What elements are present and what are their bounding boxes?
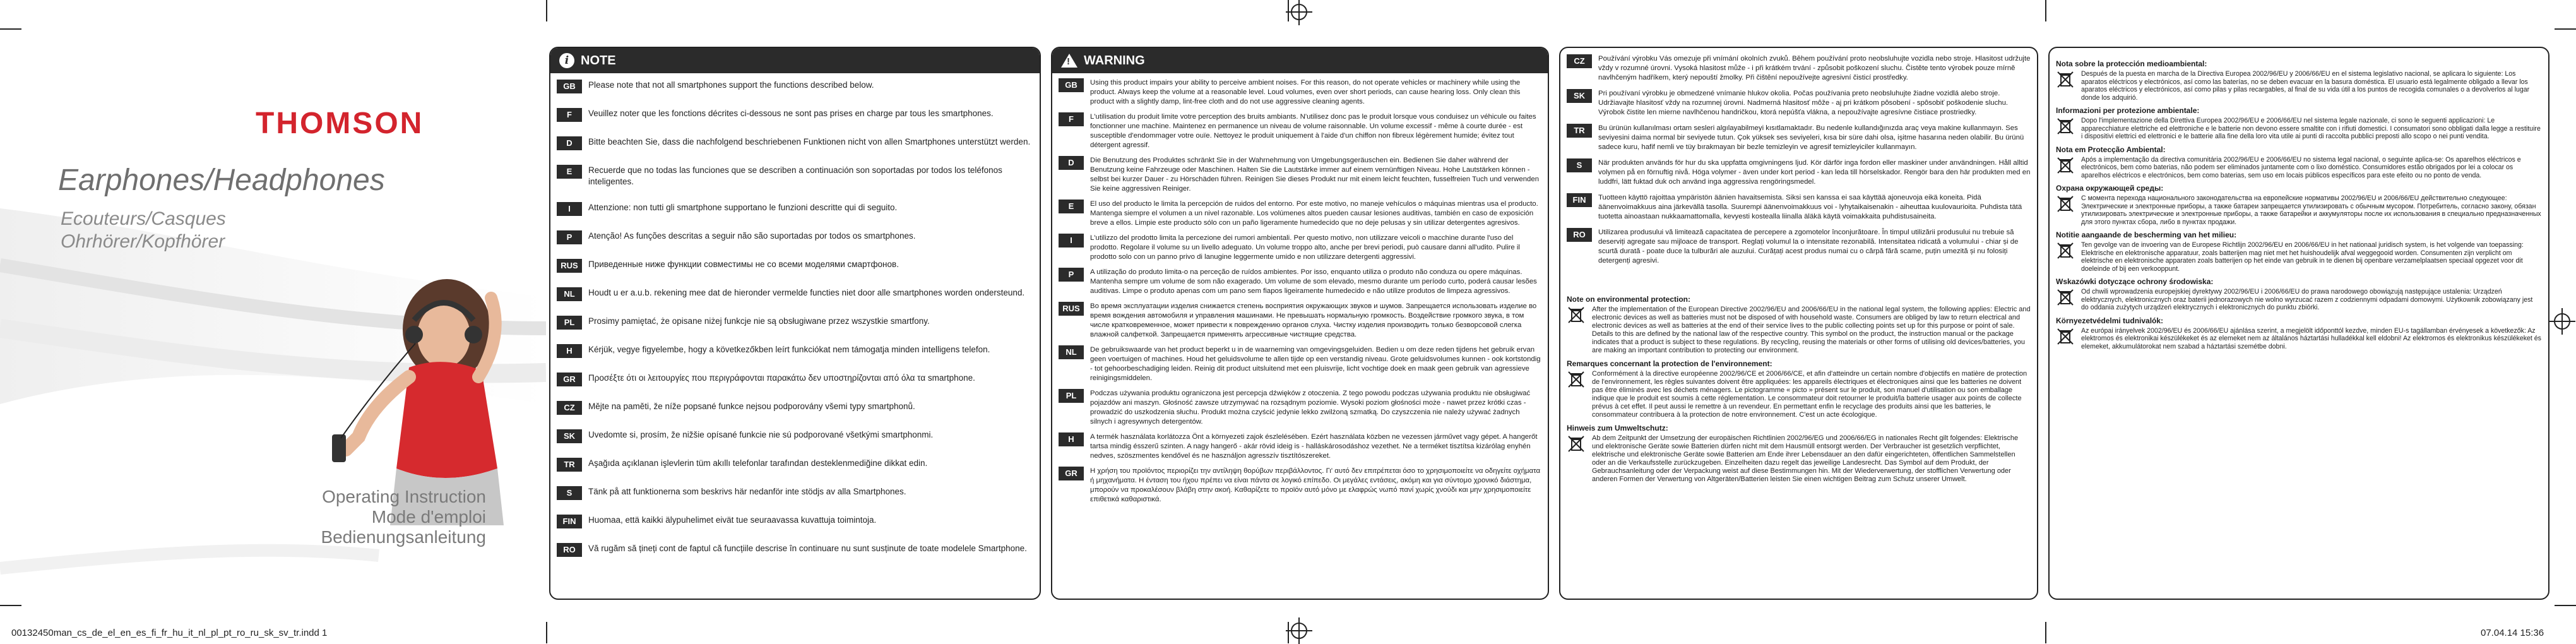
note-text: Mějte na paměti, že níže popsané funkce nejsou podporovány všemi typy smartphonů. <box>588 402 915 411</box>
panel3-row-fin <box>1567 193 2031 222</box>
warning-text: Η χρήση του προϊόντος περιορίζει την αντίληψη θορύβων περιβάλλοντος. Γι' αυτό δεν επιτρέπεται όσο το χρησιμοποιείτε να οδηγείτε οχήματα ή μηχανήματα. Η ένταση του ήχου πρέπει να είναι πάντα σε λογικό επίπεδο. Οι μεγάλες εντάσεις, ακόμη και για σύντομο χρονικό διάστημα, μπορούν να προκαλέσουν βλάβη στην ακοή. Καθαρίζετε το προϊόν αυτό μόνο με ελαφρώς νωπό πανί χωρίς χνούδι και μην χρησιμοποιείτε επιθετικά καθαριστικά. <box>1090 467 1541 503</box>
note-list <box>550 73 1040 557</box>
brand-logo: THOMSON <box>256 107 424 140</box>
panel-4 <box>2048 47 2549 600</box>
note-panel <box>549 47 1041 600</box>
warning-row-rus <box>1059 302 1541 340</box>
warning-text: L'utilisation du produit limite votre perception des bruits ambiants. N'utilisez donc pas le produit lorsque vous conduisez un véhicule ou faites fonctionner une machine. Maintenez en permanence un niveau de volume raisonnable. Un volume excessif - même à courte durée - est susceptible d'endommager votre ouïe. Nettoyez le produit uniquement à l'aide d'un chiffon non fibreux légèrement humide; évitez tout détergent agressif. <box>1090 113 1536 149</box>
panel3-text: Pri používaní výrobku je obmedzené vnímanie hlukov okolia. Počas používania preto neobsluhujte žiadne vozidlá alebo stroje. Udržiavajte hlasitosť vždy na rozumnej úrovni. Nadmerná hlasitosť môže - aj pri krátkom pôsobení - spôsobiť poškodenie sluchu. Výrobok čistite len mierne navlhčenou handričkou, ktorá nepúšťa vlákna, a nepoužívajte agresívne čistiace prostriedky. <box>1598 90 2009 116</box>
crossed-bin-icon <box>2056 70 2075 89</box>
crop-mark <box>546 0 547 21</box>
warning-row-pl <box>1059 389 1541 427</box>
warning-text: L'utilizzo del prodotto limita la percezione dei rumori ambientali. Per questo motivo, non utilizzare veicoli o macchine durante l'uso del prodotto. Regolare il volume su un livello adeguato. Un volume troppo alto, anche per brevi periodi, può causare danni all'udito. Pulire il prodotto solo con un panno privo di lanugine leggermente umido e non utilizzare detergenti aggressivi. <box>1090 234 1520 261</box>
note-row-e <box>557 165 1033 188</box>
note-text: Bitte beachten Sie, dass die nachfolgend beschriebenen Funktionen nicht von allen Smartphones unterstützt werden. <box>588 137 1031 146</box>
note-row-s <box>557 486 1033 500</box>
language-code-badge: S <box>557 486 582 500</box>
crop-mark <box>1288 0 1289 21</box>
panel3-row-sk <box>1567 89 2031 117</box>
note-text: Recuerde que no todas las funciones que se describen a continuación son soportadas por todos los teléfonos inteligentes. <box>588 165 1002 186</box>
warning-list-continued <box>1560 48 2037 266</box>
environment-notes <box>1560 272 2037 484</box>
crossed-bin-icon <box>1567 370 1586 389</box>
crop-mark <box>546 622 547 643</box>
environment-note-text: Después de la puesta en marcha de la Directiva Europea 2002/96/EU y 2006/66/EU en el sistema legislativo nacional, se aplicara lo siguiente: Los aparatos eléctricos y electrónicos, así como las baterías, no se deben evacuar en la basura doméstica. El usuario está legalmente obligado a llevar los aparatos eléctricos y electrónicos, así como pilas y pilas recargables, al final de su vida útil a los puntos de recogida comunales o a devolverlos al lugar donde los adquirió. <box>2081 70 2530 102</box>
note-header <box>550 48 1040 73</box>
language-code-badge: CZ <box>1567 54 1592 68</box>
note-text: Veuillez noter que les fonctions décrites ci-dessous ne sont pas prises en charge par tous les smartphones. <box>588 109 994 118</box>
registration-mark-top-left <box>1291 4 1307 20</box>
environment-note-title: Nota em Protecção Ambiental: <box>2056 145 2166 154</box>
warning-text: Во время эксплуатации изделия снижается степень восприятия окружающих звуков и шумов. Запрещается использовать изделие во время вождения автомобиля и управления машинами. Не превышать нормальную громкость. Воздействие громкого звука, в том числе кратковременное, может привести к повреждению органов слуха. Чистку изделия производить только безворсовой слегка влажной салфеткой. Запрещается применять агрессивные чистящие средства. <box>1090 302 1537 338</box>
note-text: Please note that not all smartphones support the functions described below. <box>588 80 874 90</box>
environment-note-title: Környezetvédelmi tudnivalók: <box>2056 316 2164 325</box>
language-code-badge: H <box>1059 432 1084 446</box>
note-row-fin <box>557 515 1033 528</box>
environment-note-title: Informazioni per protezione ambientale: <box>2056 106 2200 115</box>
note-row-i <box>557 202 1033 216</box>
note-row-h <box>557 344 1033 358</box>
note-text: Προσέξτε ότι οι λειτουργίες που περιγράφονται παρακάτω δεν υποστηρίζονται από όλα τα smartphone. <box>588 373 975 383</box>
note-text: Aşağıda açıklanan işlevlerin tüm akıllı telefonlar tarafından desteklenmediğine dikkat edin. <box>588 458 928 468</box>
panel3-row-tr <box>1567 124 2031 152</box>
language-code-badge: PL <box>557 316 582 330</box>
language-code-badge: GR <box>557 373 582 386</box>
warning-row-h <box>1059 432 1541 461</box>
panel3-text: Používání výrobku Vás omezuje při vnímání okolních zvuků. Během používání proto neobsluhujte vozidla nebo stroje. Hlasitost udržujte vždy v rozumné úrovni. Vysoká hlasitost může - i při krátkém trvání - způsobit poškození sluchu. Čistěte tento výrobek pouze mírně navlhčeným hadříkem, který nepouští žmolky. Při čištění nepoužívejte agresivní čisticí prostředky. <box>1598 55 2031 81</box>
crop-mark <box>2555 28 2576 30</box>
language-code-badge: S <box>1567 158 1592 172</box>
environment-note-title: Охрана окружающей среды: <box>2056 184 2164 193</box>
language-code-badge: NL <box>557 287 582 301</box>
environment-notes-languages <box>2050 48 2548 350</box>
note-text: Prosimy pamiętać, że opisane niżej funkcje nie są obsługiwane przez wszystkie smartfony. <box>588 316 930 326</box>
language-code-badge: F <box>1059 112 1084 126</box>
warning-row-f <box>1059 112 1541 150</box>
environment-note-text: Od chwili wprowadzenia europejskiej dyrektywy 2002/96/EU i 2006/66/EU do prawa narodowego obowiązują następujące ustalenia: Urządzeń elektrycznych, elektronicznych oraz baterii jednorazowych nie wolno wyrzucać razem z codziennymi odpadami domowymi. Użytkownik zobowiązany jest do oddania zużytych urządzeń elektrycznych i elektronicznych do punktu zbiórki. <box>2081 288 2533 311</box>
note-row-f <box>557 108 1033 122</box>
language-code-badge: RO <box>557 543 582 557</box>
warning-text: Using this product impairs your ability to perceive ambient noises. For this reason, do not operate vehicles or machinery while using the product. Always keep the volume at a reasonable level. Loud volumes, even over short periods, can cause hearing loss. Only clean this product with a slightly damp, lint-free cloth and do not use aggressive cleaning agents. <box>1090 79 1521 105</box>
language-code-badge: I <box>1059 234 1084 247</box>
language-code-badge: GR <box>1059 467 1084 480</box>
language-code-badge: PL <box>1059 389 1084 403</box>
manual-line-fr: Mode d'emploi <box>371 507 486 527</box>
note-row-cz <box>557 401 1033 415</box>
crossed-bin-icon <box>2056 117 2075 136</box>
note-text: Atenção! As funções descritas a seguir não são suportadas por todos os smartphones. <box>588 231 916 241</box>
note-row-pl <box>557 316 1033 330</box>
warning-header <box>1052 48 1548 73</box>
environment-note-title: Nota sobre la protección medioambiental: <box>2056 59 2207 68</box>
crossed-bin-icon <box>2056 194 2075 213</box>
environment-note <box>2056 156 2542 180</box>
footer-date-time: 07.04.14 15:36 <box>2481 628 2544 638</box>
panel3-row-s <box>1567 158 2031 187</box>
note-row-rus <box>557 259 1033 273</box>
warning-text: Podczas używania produktu ograniczona jest percepcja dźwięków z otoczenia. Z tego powodu podczas używania produktu nie obsługiwać pojazdów ani maszyn. Głośność zawsze utrzymywać na rozsądnym poziomie. Wysoki poziom głośności może - nawet przez krótki czas - prowadzić do uszkodzenia słuchu. Produkt można czyścić jedynie lekko zwilżoną szmatką. Do czyszczenia nie należy używać żadnych silnych i agresywnych detergentów. <box>1090 390 1531 426</box>
language-code-badge: TR <box>1567 124 1592 138</box>
panel3-row-cz <box>1567 54 2031 83</box>
language-code-badge: RO <box>1567 228 1592 242</box>
environment-note <box>2056 194 2542 226</box>
language-code-badge: FIN <box>1567 193 1592 207</box>
note-text: Kérjük, vegye figyelembe, hogy a következőkben leírt funkciókat nem támogatja minden intelligens telefon. <box>588 345 990 354</box>
environment-note-text: Ab dem Zeitpunkt der Umsetzung der europäischen Richtlinien 2002/96/EG und 2006/66/EG in nationales Recht gilt folgendes: Elektrische und elektronische Geräte sowie Batterien dürfen nicht mit dem Hausmüll entsorgt werden. Der Verbraucher ist gesetzlich verpflichtet, elektrische und elektronische Geräte sowie Batterien am Ende ihrer Lebensdauer an den dafür eingerichteten, öffentlichen Sammelstellen oder an die Verkaufsstelle zurückzugeben. Einzelheiten dazu regelt das jeweilige Landesrecht. Das Symbol auf dem Produkt, der Gebrauchsanleitung oder der Verpackung weist auf diese Bestimmungen hin. Mit der Wiederverwertung, der stofflichen Verwertung oder anderen Formen der Verwertung von Altgeräten/Batterien leisten Sie einen wichtigen Beitrag zum Schutz unserer Umwelt. <box>1592 434 2019 483</box>
warning-row-i <box>1059 234 1541 262</box>
crop-mark <box>1288 622 1289 643</box>
subtitle-de: Ohrhörer/Kopfhörer <box>61 231 225 252</box>
footer-file-name: 00132450man_cs_de_el_en_es_fi_fr_hu_it_nl_pl_pt_ro_ru_sk_sv_tr.indd 1 <box>11 628 328 638</box>
crossed-bin-icon <box>2056 327 2075 346</box>
language-code-badge: F <box>557 108 582 122</box>
environment-note <box>2056 327 2542 351</box>
language-code-badge: I <box>557 202 582 216</box>
environment-note-title: Hinweis zum Umweltschutz: <box>1567 424 1668 432</box>
environment-note-text: Ten gevolge van de invoering van de Europese Richtlijn 2002/96/EU en 2006/66/EU in het nationaal juridisch system, is het volgende van toepassing: Elektrische en elektronische apparatuur, zoals batterijen mag niet met het huishoudelijk afval weggegooid worden. Consumenten zijn verplicht om elektrische en elektronische apparaten zoals batterijen op het einde van gebruik in te dienen bij openbare verzamelplaatsen speciaal opgezet voor dit doeleinde of bij een verkooppunt. <box>2081 241 2524 273</box>
note-row-sk <box>557 429 1033 443</box>
crop-mark <box>2045 622 2046 643</box>
environment-note-text: After the implementation of the European Directive 2002/96/EU and 2006/66/EU in the national legal system, the following applies: Electric and electronic devices as well as batteries must not be disposed of with household waste. Consumers are obliged by law to return electrical and electronic devices as well as batteries at the end of their service lives to the public collecting points set up for this purpose or point of sale. Details to this are defined by the national law of the respective country. This symbol on the product, the instruction manual or the package indicates that a product is subject to these regulations. By recycling, reusing the materials or other forms of utilising old devices/batteries, you are making an important contribution to protecting our environment. <box>1592 306 2031 354</box>
environment-note <box>2056 117 2542 141</box>
language-code-badge: D <box>1059 156 1084 170</box>
warning-row-p <box>1059 268 1541 296</box>
manual-line-de: Bedienungsanleitung <box>321 527 486 547</box>
info-icon: i <box>559 53 574 68</box>
cover-panel <box>0 0 546 643</box>
environment-note <box>1567 306 2031 355</box>
note-row-gr <box>557 373 1033 386</box>
note-text: Houdt u er a.u.b. rekening mee dat de hieronder vermelde functies niet door alle smartphones worden ondersteund. <box>588 288 1025 297</box>
crossed-bin-icon <box>2056 156 2075 175</box>
language-code-badge: H <box>557 344 582 358</box>
environment-note-title: Wskazówki dotyczące ochrony środowiska: <box>2056 277 2214 286</box>
language-code-badge: RUS <box>557 259 582 273</box>
woman-with-headphones-photo <box>314 260 510 525</box>
subtitle-fr: Ecouteurs/Casques <box>61 208 226 229</box>
warning-text: Die Benutzung des Produktes schränkt Sie in der Wahrnehmung von Umgebungsgeräuschen ein. Bedienen Sie daher während der Benutzung keine Fahrzeuge oder Maschinen. Halten Sie die Lautstärke immer auf einem vernünftigen Niveau. Hohe Lautstärken können - selbst bei kurzer Dauer - zu Hörschäden führen. Reinigen Sie dieses Produkt nur mit einem leicht feuchten, fusselfreien Tuch und verwenden Sie keine aggressiven Reiniger. <box>1090 157 1540 193</box>
warning-row-nl <box>1059 345 1541 383</box>
warning-heading: WARNING <box>1084 53 1145 68</box>
note-row-ro <box>557 543 1033 557</box>
warning-text: El uso del producto le limita la percepción de ruidos del entorno. Por este motivo, no maneje vehículos o máquinas mientras usa el producto. Mantenga siempre el volumen a un nivel razonable. Los volúmenes altos pueden causar lesiones auditivas, también en caso de exposición breve a ellos. Limpie este producto sólo con un paño ligeramente humedecido que no deje pelusas y sin utilizar detergentes agresivos. <box>1090 200 1538 227</box>
product-title: Earphones/Headphones <box>58 164 385 197</box>
environment-note <box>2056 288 2542 312</box>
note-text: Attenzione: non tutti gli smartphone supportano le funzioni descritte qui di seguito. <box>588 203 898 212</box>
note-text: Tänk på att funktionerna som beskrivs här nedanför inte stödjs av alla Smartphones. <box>588 487 906 496</box>
panel3-row-ro <box>1567 228 2031 266</box>
language-code-badge: NL <box>1059 345 1084 359</box>
warning-text: A utilização do produto limita-o na perceção de ruídos ambientes. Por isso, enquanto utiliza o produto não conduza ou opere máquinas. Mantenha sempre um volume de som não exagerado. Um volume de som elevado, mesmo durante um período curto, poderá causar lesões auditivas. Limpe o produto apenas com um pano sem fiapos ligeiramente humedecido e não utilize produtos de limpeza agressivos. <box>1090 268 1537 295</box>
crop-mark <box>2045 0 2046 21</box>
language-code-badge: E <box>1059 200 1084 213</box>
environment-note-text: С момента перехода национального законодательства на европейские нормативы 2002/96/EU и 2006/66/EU действительно следующее: Электрические и электронные приборы, а также батареи запрещается утилизировать с обычным мусором. Потребитель, согласно закону, обязан утилизировать электрические и электронные приборы, а также батарейки и аккумуляторы после их использования в специально предназначенных для этого пунктах сбора, либо в пунктах продажи. <box>2081 194 2541 226</box>
language-code-badge: GB <box>1059 78 1084 92</box>
environment-note-title: Note on environmental protection: <box>1567 295 1691 304</box>
crossed-bin-icon <box>2056 288 2075 307</box>
note-text: Vă rugăm să țineți cont de faptul că funcțiile descrise în continuare nu sunt susținute de toate modelele Smartphone. <box>588 544 1027 553</box>
note-text: Uvedomte si, prosím, že nižšie opísané funkcie nie sú podporované všetkými smartphonmi. <box>588 430 934 439</box>
environment-note <box>1567 434 2031 484</box>
panel3-text: Utilizarea produsului vă limitează capacitatea de percepere a zgomotelor înconjurătoare. În timpul utilizării produsului nu trebuie să deserviți agregate sau mijloace de transport. Reglați volumul la o intensitate rezonabilă. Intensitatea ridicată a volumului - chiar și de scurtă durată - poate duce la tulburări ale auzului. Curățați acest produs numai cu o cârpă fără scame, puțin umezită și nu folosiți detergenți agresivi. <box>1598 229 2019 265</box>
environment-note-text: Após a implementação da directiva comunitária 2002/96/EU e 2006/66/EU no sistema legal nacional, o seguinte aplica-se: Os aparelhos eléctricos e electrónicos, bem como baterias, não podem ser eliminados juntamente com o lixo doméstico. Consumidores estão obrigados por lei a colocar os aparelhos eléctricos e electrónicos, bem como baterias, sem uso em locais públicos específicos para este efeito ou no ponto de venda. <box>2081 155 2521 179</box>
panel-3 <box>1559 47 2038 600</box>
panel3-text: Tuotteen käyttö rajoittaa ympäristön äänien havaitsemista. Siksi sen kanssa ei saa käyttää ajoneuvoja eikä koneita. Pidä äänenvoimakkuus aina järkevällä tasolla. Suurempi äänenvoimakkuus voi - lyhytaikaisenakin - aiheuttaa kuulovaurioita. Puhdista tätä tuotetta ainoastaan nukkaamattomalla, kevyesti kostealla liinalla äläkä käytä voimakkaita puhdistusaineita. <box>1598 194 2022 220</box>
warning-list <box>1052 73 1548 504</box>
environment-note-text: Az európai irányelvek 2002/96/EU és 2006/66/EU ajánlása szerint, a megjelölt időponttól kezdve, minden EU-s tagállamban érvényesek a következők: Az elektromos és elektronikai készülékeket és az elemeket nem az általános háztartási hulladékkal kell eldobni! Az elektromos és elektronikus készülékeket és elemeket, akkumulátorokat nem szabad a háztartási szemétbe dobni. <box>2081 326 2541 350</box>
registration-mark-right <box>2554 313 2570 330</box>
note-row-d <box>557 136 1033 150</box>
environment-note-text: Dopo l'implementazione della Direttiva Europea 2002/96/EU e 2006/66/EU nel sistema legale nazionale, ci sono le seguenti applicazioni: Le apparecchiature elettriche ed elettroniche e le batterie non devono essere smaltite con i rifiuti domestici. I consumatori sono obbligati dalla legge a restituire i dispositivi elettrici ed elettronici e le batterie alla fine della loro vita utile ai punti di raccolta pubblici preposti allo scopo o nei punti vendita. <box>2081 117 2541 140</box>
language-code-badge: E <box>557 165 582 179</box>
environment-note-title: Remarques concernant la protection de l'environnement: <box>1567 359 1772 368</box>
warning-row-d <box>1059 156 1541 194</box>
language-code-badge: SK <box>1567 89 1592 103</box>
crop-mark <box>2555 605 2576 606</box>
environment-note <box>2056 70 2542 102</box>
environment-note <box>2056 241 2542 273</box>
language-code-badge: P <box>1059 268 1084 282</box>
note-text: Huomaa, että kaikki älypuhelimet eivät tue seuraavassa kuvattuja toimintoja. <box>588 515 877 525</box>
note-row-tr <box>557 458 1033 472</box>
note-row-p <box>557 230 1033 244</box>
language-code-badge: SK <box>557 429 582 443</box>
language-code-badge: D <box>557 136 582 150</box>
warning-icon: ! <box>1061 54 1077 68</box>
crossed-bin-icon <box>1567 306 1586 325</box>
manual-line-en: Operating Instruction <box>322 487 486 506</box>
crossed-bin-icon <box>2056 241 2075 260</box>
warning-row-gb <box>1059 78 1541 107</box>
language-code-badge: GB <box>557 80 582 93</box>
panel3-text: När produkten används för hur du ska uppfatta omgivningens ljud. Kör därför inga fordon eller maskiner under användningen. Håll alltid volymen på en förnuftig nivå. Höga volymer - även under kort period - kan leda till hörselskador. Rengör bara den här produkten med en luddfri, lätt fuktad duk och använd inga aggressiva rengöringsmedel. <box>1598 159 2031 186</box>
note-row-gb <box>557 80 1033 93</box>
warning-panel <box>1051 47 1549 600</box>
note-row-nl <box>557 287 1033 301</box>
warning-row-gr <box>1059 467 1541 504</box>
note-text: Приведенные ниже функции совместимы не со всеми моделями смартфонов. <box>588 259 899 269</box>
note-heading: NOTE <box>581 53 616 68</box>
warning-row-e <box>1059 200 1541 228</box>
language-code-badge: CZ <box>557 401 582 415</box>
warning-text: De gebruikswaarde van het product beperkt u in de waarneming van omgevingsgeluiden. Bedien u om deze reden tijdens het gebruik ervan geen voertuigen of machines. Houd het geluidsvolume te allen tijde op een verstandig niveau. Grote geluidsvolumes kunnen - ook kortstondig - tot gehoorbeschadiging leiden. Reinig dit product uitsluitend met een pluisvrije, licht vochtige doek en maak geen gebruik van agressieve reinigingsmiddelen. <box>1090 346 1541 382</box>
environment-note-title: Notitie aangaande de bescherming van het milieu: <box>2056 230 2237 239</box>
environment-note <box>1567 370 2031 419</box>
registration-mark-bottom <box>1291 623 1307 639</box>
crossed-bin-icon <box>1567 434 1586 453</box>
warning-text: A termék használata korlátozza Önt a környezeti zajok észlelésében. Ezért használata közben ne vezessen járművet vagy gépet. A hangerőt tartsa mindig ésszerű szinten. A nagy hangerő - akár rövid ideig is - halláskárosodáshoz vezethet. Ne a terméket tisztítsa kizárólag enyhén nedves, szöszmentes kendővel és ne használjon agresszív tisztítószereket. <box>1090 433 1538 460</box>
panel3-text: Bu ürünün kullanılması ortam sesleri algılayabilmeyi kısıtlamaktadır. Bu nedenle kullandığınızda araç veya makine kullanmayın. Ses seviyesini daima normal bir seviyede tutun. Çok yüksek ses seviyeleri, kısa bir süre dahi olsa, işitme hasarına neden olabilir. Bu ürünü sadece kuru, hafif nemli ve tüy bırakmayan bir bezle temizleyin ve agresif temizleyiciler kullanmayın. <box>1598 124 2024 151</box>
language-code-badge: P <box>557 230 582 244</box>
language-code-badge: TR <box>557 458 582 472</box>
language-code-badge: FIN <box>557 515 582 528</box>
language-code-badge: RUS <box>1059 302 1084 316</box>
environment-note-text: Conformément à la directive européenne 2002/96/CE et 2006/66/CE, et afin d'atteindre un certain nombre d'objectifs en matière de protection de l'environnement, les règles suivantes doivent être appliquées: les appareils électriques et électroniques ainsi que les batteries ne doivent pas être éliminés avec les déchets ménagers. Le pictogramme « picto » présent sur le produit, son manuel d'utilisation ou son emballage indique que le produit est soumis à cette réglementation. Le consommateur doit retourner le produit/la batterie usager aux points de collecte prévus à cet effet. Il peut aussi le remettre à un revendeur. En permettant enfin le recyclage des produits ainsi que les batteries, le consommateur contribuera à la protection de notre environnement. C'est un acte écologique. <box>1592 370 2027 419</box>
